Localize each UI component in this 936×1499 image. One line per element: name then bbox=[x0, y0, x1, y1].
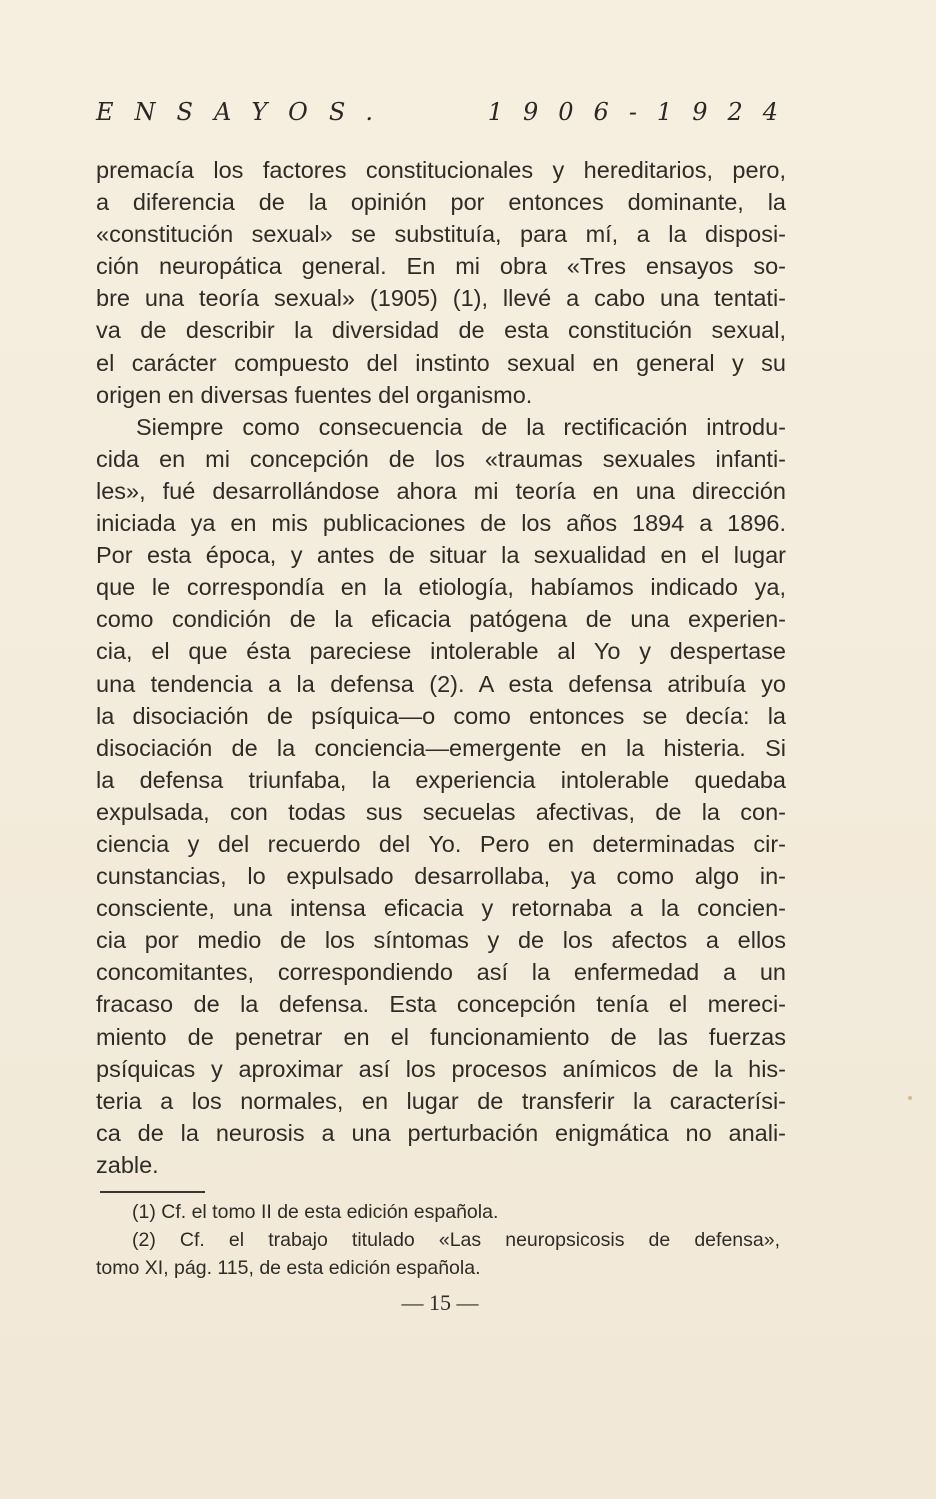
text-line: fracaso de la defensa. Esta concepción tenía el mereci- bbox=[96, 991, 786, 1018]
text-line: el carácter compuesto del instinto sexual en general y su bbox=[96, 349, 786, 376]
text-line: psíquicas y aproximar así los procesos anímicos de la his- bbox=[96, 1055, 786, 1082]
footnotes bbox=[96, 1198, 780, 1282]
text-line: miento de penetrar en el funcionamiento de las fuerzas bbox=[96, 1023, 786, 1050]
footnote-2: (2) Cf. el trabajo titulado «Las neuropsicosis de defensa», bbox=[132, 1229, 780, 1251]
text-line: iniciada ya en mis publicaciones de los años 1894 a 1896. bbox=[96, 510, 786, 537]
footnote-1: (1) Cf. el tomo II de esta edición española. bbox=[132, 1201, 499, 1223]
text-line: disociación de la conciencia—emergente en la histeria. Si bbox=[96, 734, 786, 761]
text-line: teria a los normales, en lugar de transferir la caracterísi- bbox=[96, 1087, 786, 1114]
text-line: Por esta época, y antes de situar la sexualidad en el lugar bbox=[96, 542, 786, 569]
running-head-years: 1906-1924 bbox=[487, 98, 798, 126]
text-line: expulsada, con todas sus secuelas afectivas, de la con- bbox=[96, 798, 786, 825]
text-line: una tendencia a la defensa (2). A esta defensa atribuía yo bbox=[96, 670, 786, 697]
text-line: cia, el que ésta pareciese intolerable al Yo y despertase bbox=[96, 638, 786, 665]
text-line: «constitución sexual» se substituía, para mí, a la disposi- bbox=[96, 221, 786, 248]
text-line: Siempre como consecuencia de la rectificación introdu- bbox=[136, 413, 786, 440]
text-line: bre una teoría sexual» (1905) (1), llevé a cabo una tentati- bbox=[96, 285, 786, 312]
text-line: les», fué desarrollándose ahora mi teoría en una dirección bbox=[96, 477, 786, 504]
text-line: ca de la neurosis a una perturbación enigmática no anali- bbox=[96, 1119, 786, 1146]
text-line: ciencia y del recuerdo del Yo. Pero en determinadas cir- bbox=[96, 830, 786, 857]
text-line: concomitantes, correspondiendo así la enfermedad a un bbox=[96, 959, 786, 986]
text-line: la disociación de psíquica—o como entonces se decía: la bbox=[96, 702, 786, 729]
text-line: a diferencia de la opinión por entonces dominante, la bbox=[96, 189, 786, 216]
text-line: ción neuropática general. En mi obra «Tres ensayos so- bbox=[96, 253, 786, 280]
text-line: cunstancias, lo expulsado desarrollaba, ya como algo in- bbox=[96, 863, 786, 890]
text-line: origen en diversas fuentes del organismo. bbox=[96, 381, 533, 408]
running-head bbox=[96, 98, 798, 134]
page-number: — 15 — bbox=[401, 1290, 479, 1315]
text-line: premacía los factores constitucionales y hereditarios, pero, bbox=[96, 157, 786, 183]
text-line: que le correspondía en la etiología, habíamos indicado ya, bbox=[96, 574, 786, 601]
text-line: la defensa triunfaba, la experiencia intolerable quedaba bbox=[96, 766, 786, 793]
text-line: va de describir la diversidad de esta constitución sexual, bbox=[96, 317, 786, 344]
text-line: cia por medio de los síntomas y de los afectos a ellos bbox=[96, 927, 786, 954]
text-line: como condición de la eficacia patógena de una experien- bbox=[96, 606, 786, 633]
running-head-title: ENSAYOS. bbox=[96, 98, 395, 126]
text-line: zable. bbox=[96, 1151, 159, 1178]
text-line: consciente, una intensa eficacia y retornaba a la concien- bbox=[96, 895, 786, 922]
footnote-divider bbox=[100, 1191, 205, 1193]
body-text bbox=[96, 154, 786, 1181]
text-line: cida en mi concepción de los «traumas sexuales infanti- bbox=[96, 445, 786, 472]
footnote-2-continued: tomo XI, pág. 115, de esta edición española. bbox=[96, 1257, 481, 1279]
paper-speck bbox=[908, 1096, 912, 1100]
